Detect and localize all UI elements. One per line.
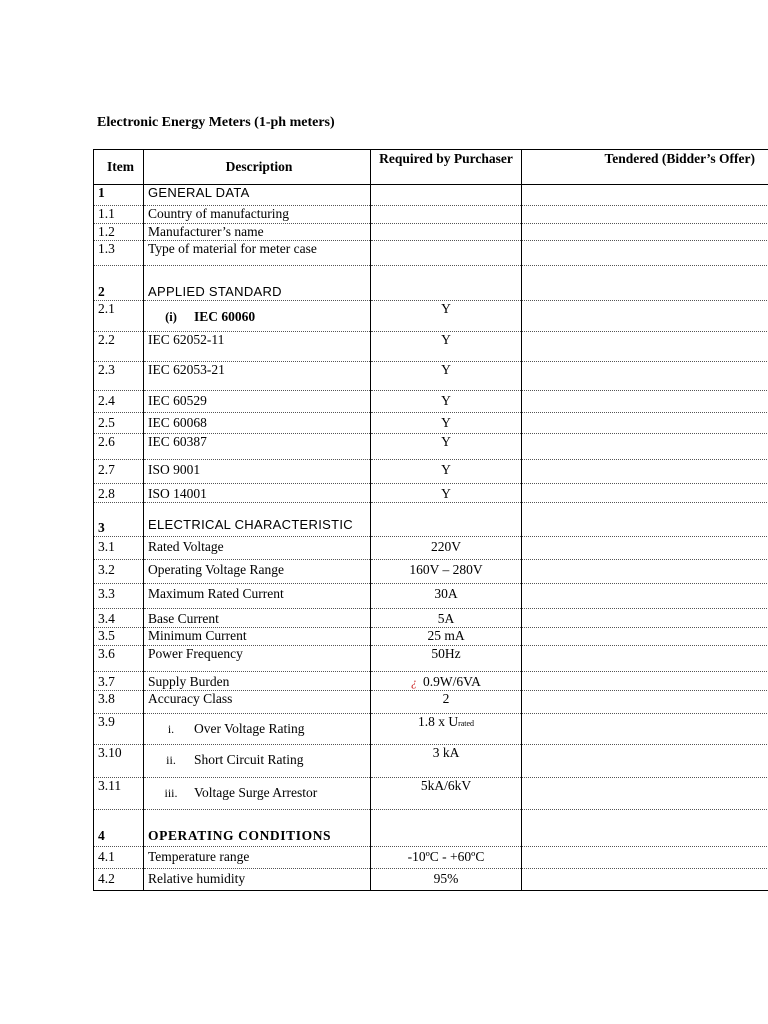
bidder-offer-cell[interactable]: [522, 460, 768, 484]
section-row-applied-standard: [94, 266, 768, 301]
required-value: Y: [371, 301, 522, 332]
bidder-offer-cell[interactable]: [522, 869, 768, 891]
required-value: 3 kA: [371, 745, 522, 778]
section-label: APPLIED STANDARD: [144, 266, 371, 301]
bidder-offer-cell[interactable]: [522, 332, 768, 362]
required-value: Y: [371, 460, 522, 484]
table-row: [94, 484, 768, 503]
section-number: 3: [94, 503, 144, 537]
item-description: Operating Voltage Range: [144, 560, 371, 584]
item-number: 3.10: [94, 745, 144, 778]
item-number: 1.3: [94, 241, 144, 266]
required-value: [371, 241, 522, 266]
item-number: 3.1: [94, 537, 144, 560]
item-number: 2.2: [94, 332, 144, 362]
item-description: Accuracy Class: [144, 691, 371, 714]
required-value: Y: [371, 434, 522, 460]
table-row: [94, 460, 768, 484]
item-description: IEC 60068: [144, 413, 371, 434]
item-number: 3.6: [94, 646, 144, 672]
table-row: [94, 869, 768, 891]
item-number: 4.1: [94, 847, 144, 869]
required-value: Y: [371, 332, 522, 362]
required-value: [371, 224, 522, 241]
item-number: 2.4: [94, 391, 144, 413]
required-value: 5kA/6kV: [371, 778, 522, 810]
table-row: [94, 224, 768, 241]
bidder-offer-cell[interactable]: [522, 434, 768, 460]
item-description: IEC 62052-11: [144, 332, 371, 362]
table-row: [94, 537, 768, 560]
table-row: [94, 391, 768, 413]
section-row-operating-conditions: [94, 810, 768, 847]
table-row: [94, 241, 768, 266]
section-label: GENERAL DATA: [144, 185, 371, 206]
section-row-general-data: [94, 185, 768, 206]
required-value: Y: [371, 413, 522, 434]
item-description: iii. Voltage Surge Arrestor: [144, 778, 371, 810]
table-row: [94, 584, 768, 609]
bidder-offer-cell[interactable]: [522, 810, 768, 847]
bidder-offer-cell[interactable]: [522, 266, 768, 301]
table-header-row: [94, 150, 768, 185]
table-row: [94, 691, 768, 714]
item-description: i. Over Voltage Rating: [144, 714, 371, 745]
item-number: 2.7: [94, 460, 144, 484]
table-row: [94, 301, 768, 332]
item-number: 3.4: [94, 609, 144, 628]
item-number: 3.2: [94, 560, 144, 584]
roman-index: ii.: [166, 753, 176, 767]
header-tendered: Tendered (Bidder’s Offer): [522, 150, 768, 185]
table-row: [94, 646, 768, 672]
item-description: Type of material for meter case: [144, 241, 371, 266]
bidder-offer-cell[interactable]: [522, 503, 768, 537]
section-row-electrical-characteristic: [94, 503, 768, 537]
bidder-offer-cell[interactable]: [522, 847, 768, 869]
bidder-offer-cell[interactable]: [522, 672, 768, 691]
item-number: 3.3: [94, 584, 144, 609]
required-value: 220V: [371, 537, 522, 560]
item-description: ISO 9001: [144, 460, 371, 484]
item-number: 1.2: [94, 224, 144, 241]
required-value: 2: [371, 691, 522, 714]
bidder-offer-cell[interactable]: [522, 691, 768, 714]
required-value: 5A: [371, 609, 522, 628]
item-number: 2.8: [94, 484, 144, 503]
item-description: IEC 60529: [144, 391, 371, 413]
required-value: ¿ 0.9W/6VA: [371, 672, 522, 691]
item-description: Power Frequency: [144, 646, 371, 672]
item-number: 1.1: [94, 206, 144, 224]
table-row: [94, 745, 768, 778]
item-number: 2.1: [94, 301, 144, 332]
table-row: [94, 847, 768, 869]
required-value: Y: [371, 362, 522, 391]
specification-table: [93, 149, 768, 891]
bidder-offer-cell[interactable]: [522, 224, 768, 241]
item-description: ISO 14001: [144, 484, 371, 503]
required-value: [371, 206, 522, 224]
bidder-offer-cell[interactable]: [522, 628, 768, 646]
bidder-offer-cell[interactable]: [522, 301, 768, 332]
roman-index: iii.: [164, 786, 178, 800]
item-description: Temperature range: [144, 847, 371, 869]
item-description: ii. Short Circuit Rating: [144, 745, 371, 778]
table-row: [94, 609, 768, 628]
item-number: 2.3: [94, 362, 144, 391]
table-row: [94, 413, 768, 434]
table-row: [94, 714, 768, 745]
required-value: 50Hz: [371, 646, 522, 672]
bidder-offer-cell[interactable]: [522, 484, 768, 503]
item-description: IEC 60387: [144, 434, 371, 460]
table-row: [94, 332, 768, 362]
item-number: 2.5: [94, 413, 144, 434]
item-description: Supply Burden: [144, 672, 371, 691]
required-value: 25 mA: [371, 628, 522, 646]
bidder-offer-cell[interactable]: [522, 778, 768, 810]
bidder-offer-cell[interactable]: [522, 609, 768, 628]
item-description: Base Current: [144, 609, 371, 628]
bidder-offer-cell[interactable]: [522, 391, 768, 413]
section-number: 1: [94, 185, 144, 206]
section-label: OPERATING CONDITIONS: [144, 810, 371, 847]
item-number: 3.11: [94, 778, 144, 810]
table-row: [94, 672, 768, 691]
bidder-offer-cell[interactable]: [522, 584, 768, 609]
bidder-offer-cell[interactable]: [522, 185, 768, 206]
bidder-offer-cell[interactable]: [522, 537, 768, 560]
document-title: Electronic Energy Meters (1-ph meters): [97, 115, 335, 130]
required-value: Y: [371, 484, 522, 503]
section-label: ELECTRICAL CHARACTERISTIC: [144, 503, 371, 537]
item-number: 3.8: [94, 691, 144, 714]
item-description: Minimum Current: [144, 628, 371, 646]
annotation-mark: ¿: [411, 675, 418, 689]
required-value: Y: [371, 391, 522, 413]
required-value: 30A: [371, 584, 522, 609]
item-description: Country of manufacturing: [144, 206, 371, 224]
item-description: IEC 62053-21: [144, 362, 371, 391]
bidder-offer-cell[interactable]: [522, 714, 768, 745]
table-row: [94, 206, 768, 224]
item-description: (i) IEC 60060: [144, 301, 371, 332]
bidder-offer-cell[interactable]: [522, 362, 768, 391]
item-number: 3.7: [94, 672, 144, 691]
bidder-offer-cell[interactable]: [522, 241, 768, 266]
item-description: Maximum Rated Current: [144, 584, 371, 609]
header-required: Required by Purchaser: [371, 150, 522, 185]
roman-index: i.: [167, 722, 175, 736]
table-row: [94, 778, 768, 810]
required-value: 160V – 280V: [371, 560, 522, 584]
header-description: Description: [144, 150, 371, 185]
table-row: [94, 628, 768, 646]
item-number: 3.5: [94, 628, 144, 646]
header-item: Item: [94, 150, 144, 185]
required-value: -10ºC - +60ºC: [371, 847, 522, 869]
item-description: Relative humidity: [144, 869, 371, 891]
bidder-offer-cell[interactable]: [522, 413, 768, 434]
item-number: 2.6: [94, 434, 144, 460]
bidder-offer-cell[interactable]: [522, 646, 768, 672]
item-number: 4.2: [94, 869, 144, 891]
section-number: 4: [94, 810, 144, 847]
bidder-offer-cell[interactable]: [522, 745, 768, 778]
bidder-offer-cell[interactable]: [522, 560, 768, 584]
section-number: 2: [94, 266, 144, 301]
required-value: 1.8 x Urated: [371, 714, 522, 745]
item-number: 3.9: [94, 714, 144, 745]
item-description: Rated Voltage: [144, 537, 371, 560]
table-row: [94, 362, 768, 391]
table-row: [94, 434, 768, 460]
required-value: 95%: [371, 869, 522, 891]
table-row: [94, 560, 768, 584]
bidder-offer-cell[interactable]: [522, 206, 768, 224]
item-description: Manufacturer’s name: [144, 224, 371, 241]
roman-index: (i): [165, 310, 177, 324]
